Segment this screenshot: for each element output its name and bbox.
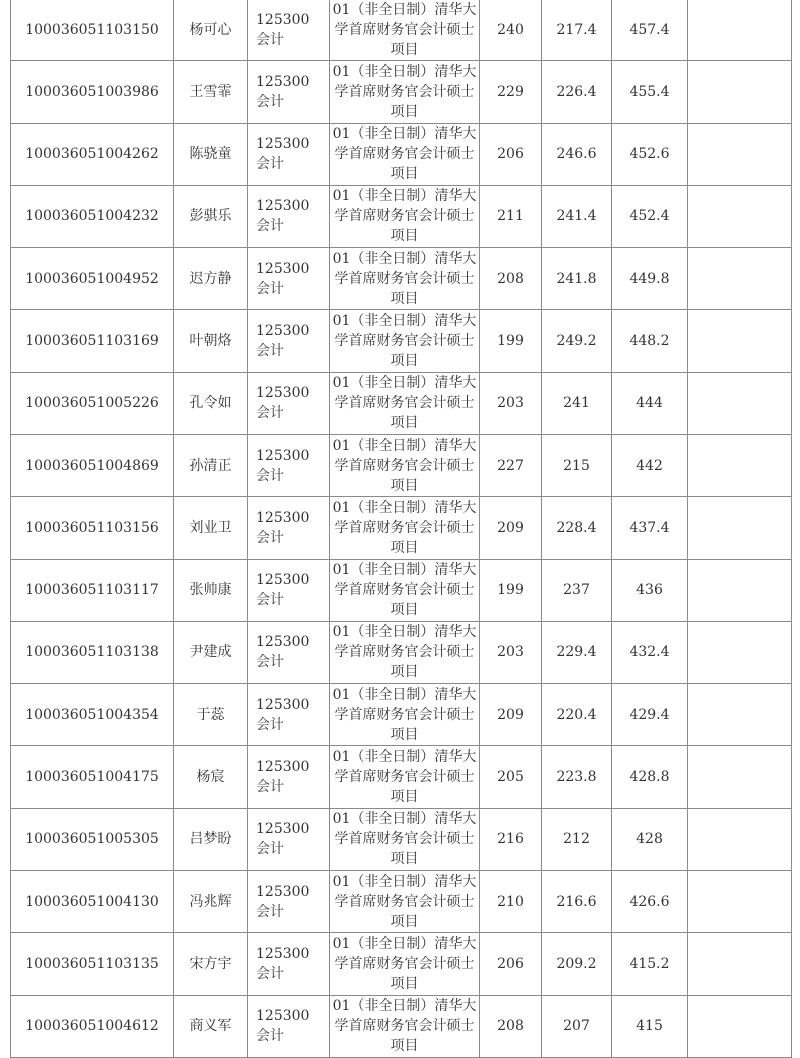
score-a: 208 bbox=[480, 248, 542, 310]
major-code: 125300 bbox=[256, 945, 310, 962]
project-name: 01（非全日制）清华大学首席财务官会计硕士项目 bbox=[330, 621, 480, 683]
major-cell bbox=[248, 497, 330, 559]
score-b: 246.6 bbox=[542, 123, 612, 185]
major-code: 125300 bbox=[256, 447, 310, 464]
empty-cell bbox=[688, 248, 792, 310]
major-code: 125300 bbox=[256, 509, 310, 526]
table-row bbox=[11, 61, 792, 123]
total-score: 437.4 bbox=[612, 497, 688, 559]
candidate-name: 迟方静 bbox=[174, 248, 248, 310]
major-cell bbox=[248, 995, 330, 1058]
major-code: 125300 bbox=[256, 73, 310, 90]
candidate-name: 张帅康 bbox=[174, 559, 248, 621]
project-name: 01（非全日制）清华大学首席财务官会计硕士项目 bbox=[330, 185, 480, 247]
empty-cell bbox=[688, 995, 792, 1058]
major-code: 125300 bbox=[256, 759, 310, 776]
total-score: 426.6 bbox=[612, 870, 688, 932]
candidate-id: 100036051004612 bbox=[11, 995, 174, 1058]
score-a: 209 bbox=[480, 684, 542, 746]
table-body bbox=[11, 0, 792, 1058]
score-b: 212 bbox=[542, 808, 612, 870]
candidate-id: 100036051004952 bbox=[11, 248, 174, 310]
table-row bbox=[11, 995, 792, 1058]
candidate-id: 100036051004354 bbox=[11, 684, 174, 746]
total-score: 457.4 bbox=[612, 0, 688, 61]
project-name: 01（非全日制）清华大学首席财务官会计硕士项目 bbox=[330, 497, 480, 559]
empty-cell bbox=[688, 372, 792, 434]
major-name: 会计 bbox=[256, 31, 284, 48]
total-score: 455.4 bbox=[612, 61, 688, 123]
candidate-id: 100036051004232 bbox=[11, 185, 174, 247]
total-score: 449.8 bbox=[612, 248, 688, 310]
score-a: 203 bbox=[480, 372, 542, 434]
major-cell bbox=[248, 933, 330, 995]
score-a: 206 bbox=[480, 123, 542, 185]
project-name: 01（非全日制）清华大学首席财务官会计硕士项目 bbox=[330, 0, 480, 61]
major-name: 会计 bbox=[256, 405, 284, 422]
candidate-id: 100036051103156 bbox=[11, 497, 174, 559]
major-cell bbox=[248, 870, 330, 932]
candidate-name: 叶朝烙 bbox=[174, 310, 248, 372]
score-b: 220.4 bbox=[542, 684, 612, 746]
table-row bbox=[11, 870, 792, 932]
table-row bbox=[11, 621, 792, 683]
score-b: 237 bbox=[542, 559, 612, 621]
candidate-name: 杨宸 bbox=[174, 746, 248, 808]
project-name: 01（非全日制）清华大学首席财务官会计硕士项目 bbox=[330, 559, 480, 621]
score-b: 241.8 bbox=[542, 248, 612, 310]
candidate-name: 尹建成 bbox=[174, 621, 248, 683]
score-a: 206 bbox=[480, 933, 542, 995]
candidate-name: 刘业卫 bbox=[174, 497, 248, 559]
score-b: 241 bbox=[542, 372, 612, 434]
major-name: 会计 bbox=[256, 779, 284, 796]
empty-cell bbox=[688, 185, 792, 247]
empty-cell bbox=[688, 559, 792, 621]
score-a: 208 bbox=[480, 995, 542, 1058]
total-score: 415 bbox=[612, 995, 688, 1058]
total-score: 429.4 bbox=[612, 684, 688, 746]
empty-cell bbox=[688, 621, 792, 683]
major-cell bbox=[248, 434, 330, 496]
major-cell bbox=[248, 746, 330, 808]
project-name: 01（非全日制）清华大学首席财务官会计硕士项目 bbox=[330, 61, 480, 123]
major-name: 会计 bbox=[256, 93, 284, 110]
major-name: 会计 bbox=[256, 467, 284, 484]
major-name: 会计 bbox=[256, 965, 284, 982]
score-b: 215 bbox=[542, 434, 612, 496]
major-name: 会计 bbox=[256, 156, 284, 173]
major-name: 会计 bbox=[256, 280, 284, 297]
project-name: 01（非全日制）清华大学首席财务官会计硕士项目 bbox=[330, 684, 480, 746]
total-score: 428.8 bbox=[612, 746, 688, 808]
candidate-name: 彭骐乐 bbox=[174, 185, 248, 247]
score-b: 228.4 bbox=[542, 497, 612, 559]
empty-cell bbox=[688, 746, 792, 808]
total-score: 452.4 bbox=[612, 185, 688, 247]
candidate-id: 100036051103150 bbox=[11, 0, 174, 61]
candidate-id: 100036051103135 bbox=[11, 933, 174, 995]
candidate-id: 100036051005226 bbox=[11, 372, 174, 434]
major-cell bbox=[248, 248, 330, 310]
empty-cell bbox=[688, 310, 792, 372]
empty-cell bbox=[688, 434, 792, 496]
candidate-name: 商义军 bbox=[174, 995, 248, 1058]
empty-cell bbox=[688, 123, 792, 185]
score-b: 241.4 bbox=[542, 185, 612, 247]
candidate-id: 100036051103169 bbox=[11, 310, 174, 372]
score-b: 217.4 bbox=[542, 0, 612, 61]
candidate-id: 100036051004869 bbox=[11, 434, 174, 496]
candidate-id: 100036051004175 bbox=[11, 746, 174, 808]
total-score: 444 bbox=[612, 372, 688, 434]
major-cell bbox=[248, 621, 330, 683]
score-b: 209.2 bbox=[542, 933, 612, 995]
project-name: 01（非全日制）清华大学首席财务官会计硕士项目 bbox=[330, 248, 480, 310]
candidate-name: 宋方宇 bbox=[174, 933, 248, 995]
table-row bbox=[11, 684, 792, 746]
candidate-id: 100036051103117 bbox=[11, 559, 174, 621]
major-cell bbox=[248, 684, 330, 746]
score-a: 203 bbox=[480, 621, 542, 683]
table-row bbox=[11, 310, 792, 372]
project-name: 01（非全日制）清华大学首席财务官会计硕士项目 bbox=[330, 310, 480, 372]
major-code: 125300 bbox=[256, 883, 310, 900]
major-code: 125300 bbox=[256, 821, 310, 838]
total-score: 452.6 bbox=[612, 123, 688, 185]
table-row bbox=[11, 746, 792, 808]
major-cell bbox=[248, 0, 330, 61]
major-name: 会计 bbox=[256, 218, 284, 235]
table-row bbox=[11, 372, 792, 434]
major-code: 125300 bbox=[256, 1008, 310, 1025]
empty-cell bbox=[688, 870, 792, 932]
candidate-name: 冯兆辉 bbox=[174, 870, 248, 932]
major-cell bbox=[248, 372, 330, 434]
score-b: 223.8 bbox=[542, 746, 612, 808]
major-name: 会计 bbox=[256, 841, 284, 858]
empty-cell bbox=[688, 808, 792, 870]
candidate-name: 王雪霏 bbox=[174, 61, 248, 123]
project-name: 01（非全日制）清华大学首席财务官会计硕士项目 bbox=[330, 123, 480, 185]
project-name: 01（非全日制）清华大学首席财务官会计硕士项目 bbox=[330, 933, 480, 995]
project-name: 01（非全日制）清华大学首席财务官会计硕士项目 bbox=[330, 434, 480, 496]
table-row bbox=[11, 933, 792, 995]
major-cell bbox=[248, 310, 330, 372]
major-name: 会计 bbox=[256, 716, 284, 733]
project-name: 01（非全日制）清华大学首席财务官会计硕士项目 bbox=[330, 808, 480, 870]
score-a: 210 bbox=[480, 870, 542, 932]
total-score: 415.2 bbox=[612, 933, 688, 995]
score-a: 205 bbox=[480, 746, 542, 808]
candidate-name: 吕梦盼 bbox=[174, 808, 248, 870]
score-b: 226.4 bbox=[542, 61, 612, 123]
table-row bbox=[11, 185, 792, 247]
candidate-id: 100036051005305 bbox=[11, 808, 174, 870]
table-row bbox=[11, 0, 792, 61]
candidate-id: 100036051004262 bbox=[11, 123, 174, 185]
major-code: 125300 bbox=[256, 260, 310, 277]
project-name: 01（非全日制）清华大学首席财务官会计硕士项目 bbox=[330, 870, 480, 932]
project-name: 01（非全日制）清华大学首席财务官会计硕士项目 bbox=[330, 995, 480, 1058]
major-code: 125300 bbox=[256, 198, 310, 215]
score-b: 249.2 bbox=[542, 310, 612, 372]
major-code: 125300 bbox=[256, 696, 310, 713]
score-a: 209 bbox=[480, 497, 542, 559]
major-cell bbox=[248, 123, 330, 185]
table-row bbox=[11, 123, 792, 185]
project-name: 01（非全日制）清华大学首席财务官会计硕士项目 bbox=[330, 746, 480, 808]
score-b: 216.6 bbox=[542, 870, 612, 932]
major-name: 会计 bbox=[256, 1028, 284, 1045]
major-cell bbox=[248, 559, 330, 621]
score-b: 229.4 bbox=[542, 621, 612, 683]
major-code: 125300 bbox=[256, 634, 310, 651]
candidate-id: 100036051003986 bbox=[11, 61, 174, 123]
empty-cell bbox=[688, 497, 792, 559]
project-name: 01（非全日制）清华大学首席财务官会计硕士项目 bbox=[330, 372, 480, 434]
major-cell bbox=[248, 185, 330, 247]
candidate-id: 100036051103138 bbox=[11, 621, 174, 683]
major-code: 125300 bbox=[256, 323, 310, 340]
admission-score-table bbox=[10, 0, 792, 1058]
empty-cell bbox=[688, 684, 792, 746]
major-code: 125300 bbox=[256, 136, 310, 153]
table-row bbox=[11, 497, 792, 559]
total-score: 448.2 bbox=[612, 310, 688, 372]
total-score: 436 bbox=[612, 559, 688, 621]
empty-cell bbox=[688, 61, 792, 123]
score-b: 207 bbox=[542, 995, 612, 1058]
empty-cell bbox=[688, 0, 792, 61]
major-code: 125300 bbox=[256, 11, 310, 28]
score-a: 227 bbox=[480, 434, 542, 496]
candidate-name: 于蕊 bbox=[174, 684, 248, 746]
score-a: 211 bbox=[480, 185, 542, 247]
table-row bbox=[11, 248, 792, 310]
candidate-name: 孙清正 bbox=[174, 434, 248, 496]
total-score: 442 bbox=[612, 434, 688, 496]
major-name: 会计 bbox=[256, 654, 284, 671]
score-a: 199 bbox=[480, 559, 542, 621]
score-a: 199 bbox=[480, 310, 542, 372]
table-row bbox=[11, 808, 792, 870]
major-name: 会计 bbox=[256, 592, 284, 609]
candidate-id: 100036051004130 bbox=[11, 870, 174, 932]
major-code: 125300 bbox=[256, 385, 310, 402]
total-score: 432.4 bbox=[612, 621, 688, 683]
candidate-name: 孔令如 bbox=[174, 372, 248, 434]
major-name: 会计 bbox=[256, 343, 284, 360]
candidate-name: 陈骁童 bbox=[174, 123, 248, 185]
table-row bbox=[11, 434, 792, 496]
major-cell bbox=[248, 61, 330, 123]
major-name: 会计 bbox=[256, 903, 284, 920]
score-a: 216 bbox=[480, 808, 542, 870]
score-a: 240 bbox=[480, 0, 542, 61]
major-name: 会计 bbox=[256, 529, 284, 546]
score-a: 229 bbox=[480, 61, 542, 123]
major-code: 125300 bbox=[256, 572, 310, 589]
empty-cell bbox=[688, 933, 792, 995]
major-cell bbox=[248, 808, 330, 870]
total-score: 428 bbox=[612, 808, 688, 870]
candidate-name: 杨可心 bbox=[174, 0, 248, 61]
table-row bbox=[11, 559, 792, 621]
